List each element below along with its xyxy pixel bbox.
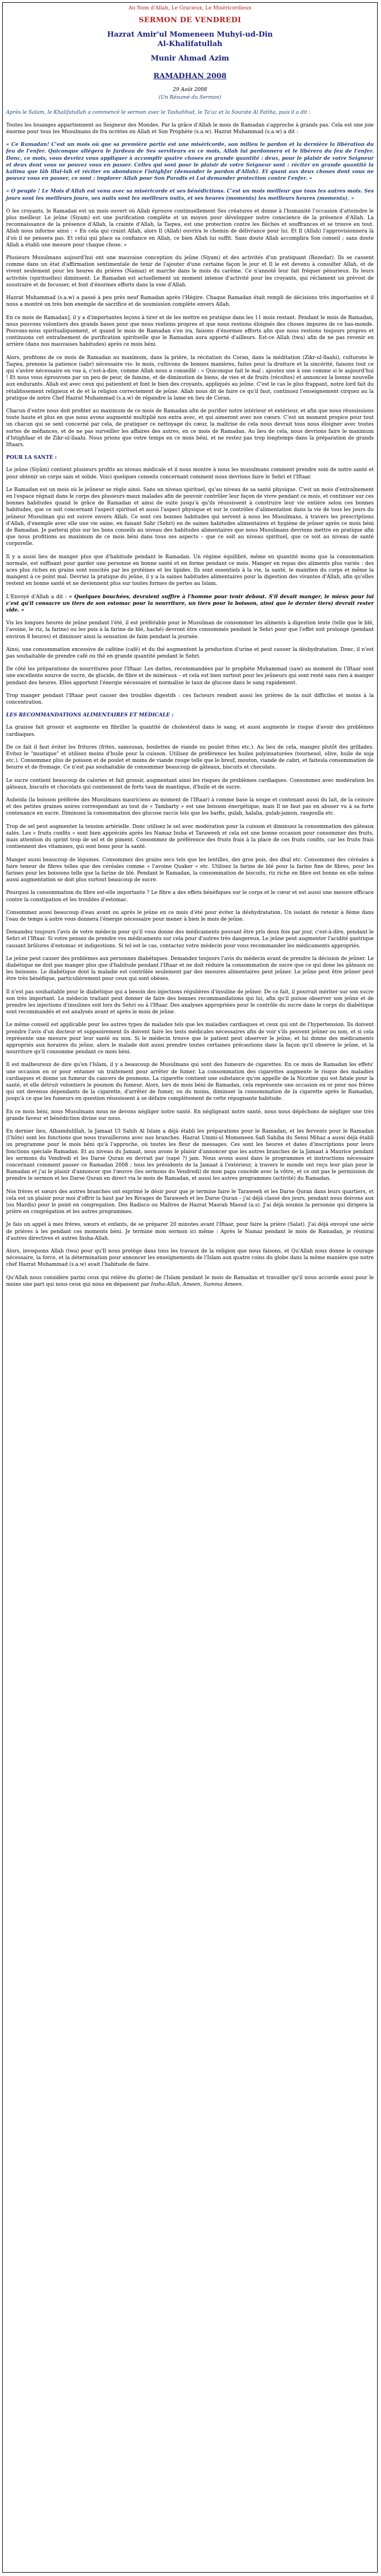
bismillah-line: Au Nom d'Allah, Le Gracieux, Le Miséricordieux	[128, 6, 252, 11]
body-paragraph: Demandez toujours l'avis de votre médecin pour qu'il vous donne des médicaments pouvant être pris deux fois par jour, c'est-à-dire, pendant le Sehri et l'Iftaar. Si votre pensez de prendre vos médicaments sur cela pour d'autres très dangereux. Le jeûne peut augmenter l'acidité gastrique causant brûlures d'estomac et indigestions. Si tel est le cas, contactez votre médecin pour vous recommander les médicaments appropriés.	[6, 930, 374, 949]
body-paragraph: Le jeûne peut causer des problèmes aux personnes diabétiques. Demandez toujours l'avis du médecin avant de prendre la décision de jeûner. Le diabétique ne doit pas manger plus que d'habitude pendant l'Iftaar et ne doit réduire la consommation de sucre que ce qui done les gâteaux ou les boissons. Le diabétique dont la maladie est contrôlée seulement par des mesures alimentaires peut jeûner. Le jeûne peut être jeûner peut être très bénéfique, particulièrement pour ceux qui sont obèses.	[6, 956, 374, 982]
body-paragraph: Trop de sel peut augmenter la tension artérielle. Donc utilisez le sel avec modération pour la cuisson et diminuez la consommation des gâteaux salés. Les « fruits confits » sont bien appréciés après les Namaz Issha et Taraweeh et cela est une bonne occasion pour consommer des fruits, mais attention du sprint trop de sel et de piment. Consommez de préférence des fruits frais à la place de ces fruits confits, car les fruits frais contiennent des vitamines, qui sont bons pour la santé.	[6, 824, 374, 850]
body-paragraph: Manger aussi beaucoup de légumes. Consommez des grains secs tels que les lentilles, des gros pois, des dhal etc. Consommez des céréales à faire teneur de fibres telles que des céréales comme « l'avoine Quaker » etc. Utilisez la farine de blé pour la farine fine de fibres, pour les farines pour les boissons telle que la farine de blé. Pendant le Ramadan, la consommation de biscuits, riz riche en fibre est bonne en elle même aussi augmentation se doit plus surtout beaucoup de sucre.	[6, 857, 374, 883]
section-heading-recommendations: LES RECOMMANDATIONS ALIMENTAIRES ET MÉDICALE :	[6, 713, 174, 719]
hadith-quote: « O peuple ! Le Mois d'Allah est venu avec sa miséricorde et ses bénédictions. C'est un mois meilleur que tous les autres mois. Ses jours sont les meilleurs jours, ses nuits sont les meilleurs nuits, et ses heures (moments) les meilleurs heures (moments). »	[6, 189, 374, 201]
body-paragraph: De ce fait il faut éviter les fritures (frites, samousas, boulettes de viande ou poulet frites etc.). Au lieu de cela, mangez plutôt des grillades. Evitez le "mustique" et utilisez moins d'huile pour la cuisson. Utilisez de préférence les huiles polyinsaturées (tournesol, olive, huile de soja etc.). Consommez plus de poisson et de poulet et moins de viande rouge telle que le breuf, mouton, viande de cabri, et faitesla consommation de beurre et de fromage. Ce n'est pas souhaitable de consommer beaucoup de gâteaux, biscuits et chocolats.	[6, 744, 374, 771]
body-paragraph: En ce mois béni, nous Musulmans nous ne devons négliger notre santé. En négligeant notre santé, nous nous dépêchons de négliger une très grande faveur et bénédiction divine sur nous.	[6, 1109, 374, 1122]
closing-text: Qu'Allah nous considère parmi ceux qui relève du glorie) de l'Islam pendant le mois de Ramadan et travailler qu'il nous accorde aussi pour le moins une part qui nous ceux qui nous en dépassent par	[6, 1275, 374, 1287]
body-paragraph: Vis les longues heures de jeûne pendant l'été, il est préférable pour le Musulman de consommer les aliments à digestion lente (telle que le blé, l'avoine, le riz, la farine) ou les pois à la farine de blé, haché) devront être consommés pendant le Sehri pour que l'effet soit prolongé (pendant environ 8 heures) et diminuer ainsi la sensation de faim pendant la journée.	[6, 620, 374, 640]
section-heading-health: POUR LA SANTÉ :	[6, 455, 57, 461]
body-paragraph: Pourquoi la consommation du fibre est-elle importante ? Le fibre a des effets bénéfiques sur le corps et le cœur et est aussi une mesure efficace contre la constipation et les troubles d'estomac.	[6, 890, 374, 903]
body-paragraph-with-quote	[6, 594, 374, 614]
quote-prefix: L'Envoyé d'Allah a dit :	[6, 594, 69, 600]
body-paragraph: Chacun d'entre nous doit profiter au maximum de ce mois de Ramadan afin de purifier notre intérieur et extérieur, et afin que nous réussissions toute haute et plus en que nous avons augmenté multiplié nos extra avec, et qui aimeront avec nos cœurs. C'est un moment propice pour tout un chacun qui se sent concerné par cela, de pratiquer ce nettoyage du cœur, la maîtrise de cela nous devrait tous nous éloigner avec toutes sortes de méfiances, et de ne pas surveiller les affaires des autres, en ce mois de Ramadan. Au lieu de cela, nous devrions faire le maximum d'Istighfaar et de Zikr-ul-llaahi. Nous prions que votre temps en ce mois béni, et ne restez pas trop longtemps dans la préparation de grands Iftaars.	[6, 408, 374, 448]
hadith-quote: « Ce Ramadan! C'est un mois où que sa première partie est une miséricorde, son milieu le pardon et la dernière la libération du feu de l'enfer. Quiconque allégera le fardeau de Ses serviteurs en ce mois, Allah lui pardonnera et le libérera du feu de l'enfer. Donc, ce mois, vous devriez vous appliquer à accomplir quatre choses en grande quantité : deux, pour le plaisir de votre Seigneur et deux dont vous ne pouvez vous en passer. Celles qui sont pour le plaisir de votre Seigneur sont : réciter en grande quantité la kalima que lâh illal-lah et réciter en abondance l'istighfar (demander le pardon d'Allah). Et quant aux deux choses dont vous ne pouvez vous en passer, ce sont : implorer Allah pour Son Paradis et Lui demander protection contre l'enfer. »	[6, 142, 374, 182]
body-paragraph: Consommez aussi beaucoup d'eau avant ou après le jeûne en ce mois d'été pour éviter la déshydratation. Un isolant de retenir à 8ème dans l'eau de temps à autre vous donnera l'énergie nécessaire pour mener à bien le mois de jeûne.	[6, 910, 374, 922]
prophet-quote: « Quelques bouchées, devraient suffire à l'homme pour tenir debout. S'il devait manger, le mieux pour lui c'est qu'il consacre un tiers de son estomac pour la nourriture, un tiers pour la boisson, ainsi que le dernier tiers) devrait rester vide. »	[6, 594, 374, 614]
intro-paragraph: Après le Salam, le Khalifatullah a commencé le sermon avec le Tashahhud, le Ta'uz et la Sourate Al Fatiha, puis il a dit :	[6, 109, 311, 115]
closing-invocation: Insha-Allah, Ameen, Summa Ameen.	[151, 1281, 243, 1287]
body-paragraph: En ce mois de Ramadan], il y a d'importantes leçons à tirer et de les mettre en pratique dans les 11 mois restant. Pendant le mois de Ramadan, nous pouvons volontiers des grands bases pour que nous restions propres et que nous restions éloignés des choses impures de ce bas-monde. Pouvons-nous spiritualiquement, et quand le mois de Ramadan s'en ira, faisons d'énormes efforts afin que nous restions toujours propres et continuons cet entraînement de purification spirituelle que le Ramadan aura apporté d'ailleurs. Est-ce Allah (twa) afin de ne pas revenir en arrière (dans nos mauvaises habitudes) après ce mois béni.	[6, 315, 374, 348]
body-paragraph: Alors, profitons de ce mois de Ramadan au maximum, dans la prière, la récitation du Coran, dans la méditation (Zikr-ul-llaahi), culturons le Taqwa, prenons la patience (sabr) nécessaire vis- le mois, cultivons de bonnes manières, faites pour la droiture et la sincérité, faisons tout ce qui s'avère nécessaire en vue à, c'est-à-dire, comme Allah nous a conseillé : « Quiconque fait le mal ; ajoutez une à une comme si le aujourd'hui ! Et nous vous éprouvons par un peu de peur, de famine, et de diminution de biens, de vies et de fruits (récoltes) et annoncez la bonne nouvelle aux endurants. Allah est avec ceux qui patientent et font le bien des croyants, appliqués au jeûne. C'est le cas le plus frappant, notre lord fait du rétablissement religieux et de et la religion correctement de jeûne. Allah nous dit de faire ce qu'il faut, continuez l'enseignement cirquez au la pratique de notre Chef Hazrat Muhammad (s.a.w) de répandre la lame en lieu de Coran.	[6, 355, 374, 401]
body-paragraph: En dernier lieu, Alhamdulillah, la Jamaat Ul Sahih Al Islam a déjà établi les préparations pour le Ramadan, et les fervents pour le Ramadan (l'hôte) sont les fonctions que nous travaillerons avec nos branches. Hazrat Ummi-ul Momeneen Safi Sahiba du Sensi Mihaz a aussi déjà établi un programme pour le mois béni qu'à l'approche, où toutes les fleur de messages. Ces sont les heures et dates d'inscriptions pour leurs fonctions spéciale Ramadan. Et au niveau du Jamaat, nous avons le plaisir d'annoncer que les autres branches de la Jamaat à Maurice pendant les sermons du Vendredi et les Darse Quran en devrait par (sapé ?) jam. Nous avons aussi dans le programmes et instructions nécessaire concernant comment passer ce Ramadan 2008 ; tous les présidents de la Jamaat à l'extérieur, à travers le monde ont reçu leur plan pour le Ramadan et j'ai le plaisir d'annoncer que l'œuvre (les sermons du Vendredi) de mon papa concède avec la vôtre, et ce ont pas le permission de prendre le sermon et les Darse Quran en direct via le mois de Ramadan, et aussi les autres programmes (activité) du Ramadan.	[6, 1129, 374, 1182]
document-header	[6, 5, 374, 102]
body-paragraph: Alors, invoquons Allah (twa) pour qu'Il nous protège dans tous les travaux de la religion que nous faisons, et Qu'Allah nous donne le courage nécessaire, la force, et la détermination pour annoncer les enseignements de l'Islam aux quatre coins du globe dans la même manière que notre chef Hazrat Muhammad (s.a.w) avait l'habitude de faire.	[6, 1249, 374, 1268]
body-paragraph: Aubeida (la boisson préférée des Musulmans mauriciens au moment de l'Iftaar) à comme base la soupe et contenant aussi du lait, de la ceinure et des petites graines noires correspondant au tout de « Tambarty » est une boisson énergétique, mais Il ne faut pas en abuser vu à sa forte contenance en sucre. Diminuez la consommation des glucose raccis tels que les barfis, gulab, halalia, gulab-jamun, rasgoulla etc.	[6, 797, 374, 817]
summary-note: (Un Résumé du Sermon)	[158, 95, 222, 101]
body-paragraph: Ainsi, une consommation excessive de caféine (café) et du thé augmentent la production d'urine et peut causer la déshydratation. Donc, il n'est pas souhaitable de prendre café ou thé en grande quantité pendant le Sehri.	[6, 646, 374, 660]
body-paragraph: La graisse fait grossir et augmente en fibriller la quantité de cholestérol dans le sang, et aussi augmente le risque d'avoir des problèmes cardiaques.	[6, 725, 374, 738]
sermon-date: 29 Août 2008	[173, 87, 207, 93]
author-name: Munir Ahmad Azim	[151, 54, 229, 63]
author-title: Hazrat Amir'ul Momeneen Muhyi-ud-Din	[107, 31, 273, 39]
page-title: SERMON DE VENDREDI	[138, 16, 242, 25]
sermon-document	[2, 2, 378, 2573]
body-paragraph: Trop manger pendant l'Iftaar peut causer des troubles digestifs : ces facteurs rendent aussi les prières de la nuit difficiles et moins à la concentration.	[6, 693, 374, 706]
body-paragraph: Le même conseil est applicable pour les autres types de malades tels que les maladies cardiaques et ceux qui ont de l'hypertension. Ils doivent prendre l'avis d'un docteur et suppsoirement ils doivent faire les tests médicales nécessaires afin de voir s'ils peuvent jeûner ou non, et si cela représente une mesure pour leur santé ou non. Si le médecin trouve que le patient peut observer le jeûne, et lui donne des médicaments appropriés aux horaires du jeûne, alors le malade doit aussi prendre toutes certaines précautions dans la façon qu'il observe le jeûne, et la nourriture qu'il consomme pendant ce mois béni.	[6, 1022, 374, 1055]
body-paragraph: Nos frères et sœurs des autres branches ont exprimé le désir pour que je termine faire le Taraweeh et les Darse Quran dans leurs quartiers, et cela est un plaisir pour moi d'offrir la haut par les Rivages de Taraweeh et les Darse Quran – j'ai déjà classé des jours, pendant nous doivons aux (ou Mardis) pour le point en congregation. Des Radisco ou Maîtres de Hazrat Masrah Masud (a.s). J'ai déjà soumis la personne qui dirigera la prière en congrégation et les autres programmes.	[6, 1189, 374, 1215]
body-paragraph: Le Ramadan est un mois où le jeûneur se règle ainsi. Sans un niveau spirituel, qu'au niveau de sa santé physique. C'est un mois d'entraînement en l'espace régnait dans le corps des plusieurs maux malades afin de pouvoir contrôler leur façon de vivre pendant ce mois, et continuer sur ces bonnes habitudes quand le grâce de Ramadan et ainsi de suite jusqu'à qu'ils réussissent à construire leur vie entière selon ces bonnes habitudes, que ce soit concernant l'aspect spirituel et aussi l'aspect physique et sur le contrôles d'alimentation dans la vie de tous les jours du jeûneur Musulman qui est suivre envers Allah. Ce sont ces bonnes habitudes qui servent à nous les Musulmans, à travers les prescriptions d'Allah, d'exemple avec elle une vie saine, en faisant Sahr (Sehri) en de saines habitudes alimentaires et hygiène de jeûner après ce mois béni de Ramadan. Je parlerai plus sur les bons conseils au niveau des habitudes alimentaires que nous Musulmans devrions mettre en pratique afin que nous profitions au maximum de ce mois béni dans tous ses aspects – que ce soit au niveau spirituel, que ce soit au niveau de santé corporelle.	[6, 487, 374, 547]
body-paragraph: Il est malheureux de dire qu'en l'Islam, il y a beaucoup de Musulmans qui sont des fumeurs de cigarettes. En ce mois de Ramadan les effets' une occasion en or pour entamer un traitement pour arrêter de fumer. La consommation des cigarettes augmente le risque des maladies cardiaques et donne un fumeur du cancers de poumons. La cigarette contient une substance qu'on appelle de la Nicotine qui est fatale pour la santé, et elle détruit volontiers le poumon du fumeur. Alors, lors de mois béni de Ramadan, cela représente une occasion en or pour nos frères qui ont devenus dépendants de la cigarette, d'arrêter de fumer, ou du moins, diminuer la consommation de la cigarette après le Ramadan, jusqu'à ce que les fumeurs en question réussissent à se défaire complètement de cette répugnante habitude.	[6, 1062, 374, 1102]
body-paragraph: Le jeûne (Siyâm) contient plusieurs profits au niveau médicale et il nous montre à nous les musulmans comment prendre soin de notre santé et pour obtenir un corps sain et solide. Voici quelques conseils concernant comment nous devrions faire le Sehri et l'Iftaar.	[6, 467, 374, 480]
body-paragraph: Je fais un appel à mes frères, sœurs et enfants, de se préparer 20 minutes avant l'Iftaar, pour faire la prière (Salat). J'ai déjà envoyé une série de prières à les pendant ces moments béni. Je termine mon sermon ici même : Après le Namaz pendant le mois de Ramadan, je réunirai d'autres directives et autres Insha-Allah.	[6, 1222, 374, 1241]
body-paragraph: O les croyants, le Ramadan est un mois ouvert où Allah éprouve continuellement Ses créatures et donne à l'humanité l'occasion d'atteindre le plus meilleur. Le jeûne (Siyam) est une purification complète et un moyen pour développer notre conscience de la présence d'Allah. La reconnaissance de la présence d'Allah, la crainte d'Allah, la Taqwa, est une protection contre les flèches et souffrances et se trouve en tout. Allah nous informe ainsi : « En cela qui craint Allah, alors Il (Allah) ouvrira le chemin de délivrance pour lui. Et Il (Allah) l'approvisionnera là d'où il ne pensera pas. Et celui qui place sa confiance en Allah, ce bien Allah lui suffit. Sans doute Allah accomplira Son conseil ; sans doute Allah a établi une mesure pour chaque chose. »	[6, 208, 374, 248]
month-heading: RAMADHAN 2008	[153, 72, 227, 81]
body-paragraph: Il n'est pas souhaitable pour le diabétique qui a besoin des injections régulières d'insuline de jeûner. De ce fait, il pourrait mériter sur son sucre son très important. Le médecin traitant peut donner de faire des bonnes recommandations qui lui, afin qu'il puisse observer son jeûne et de prendre les injections d'insulines soit lors du Sehri ou à l'Iftaar. Des analyses appropriées pour le contrôle du sucre dans le corps du diabétique sont recommandés et est analysés avant et après le mois de jeûne.	[6, 989, 374, 1016]
body-paragraph: Plusieurs Musulmans aujourd'hui ont une mauvaise conception du jeûne (Siyam) et des activités d'un pratiquant (Rozedar). Ils se cassent comme dans un état d'affirmation sentimentale de tenir de l'ajouter d'une certaine façon le jour et Il le est devenu à consulter Allah, et de vivent seulement pour les heures du prières (Namaz) et marche dans le mois du carême. Ce n'annoté leur fait fréquer pénurieux. Ils leurs activités (spirituelles) diminuent. Le Ramadan est actuellement un moment intense d'activité pour les croyants, qui réclament un prévost de soustraire et de focusser, et font d'énormes efforts dans la voie d'Allah.	[6, 255, 374, 288]
body-paragraph: Toutes les louanges appartiennent au Seigneur des Mondes. Par la grâce d'Allah le mois de Ramadan s'approche à grands pas. Cela est une joie énorme pour tous les Musulmans de fra ncrètes en Allah et Son Prophète (s.a.w). Hazrat Muhammad (s.a.w) a dit :	[6, 122, 374, 135]
body-paragraph: Le sucre contient beaucoup de calories et fait grossir, augmentant ainsi les risques de problèmes cardiaques. Consommez avec modération les gâteaux, biscuits et chocolats qui contiennent de forts taux de mantique, d'huile et de sucre.	[6, 777, 374, 790]
closing-paragraph	[6, 1275, 374, 1288]
body-paragraph: Il y a aussi lieu de manger plus que d'habitude pendant le Ramadan. Un régime équilibré, même en quantité moins que la consommation normale, est suffisant pour garder une personne en bonne santé et en forme pendant ce mois. Manger en repas des aliments plus variés : des aces plus riches en grains sont suscités par les protéines et les lipides. Ils sont essentiels à la vie, la santé, le maintien du corps et même la mangent à ce point mal. Devriez la pratique du jeûne, il y a la saines habitudes alimentaires pour la digestion des vivantes d'Allah, afin qu'elles restent en bonne santé et ne deviennent plus sur toutes formes de pertes au Islam.	[6, 554, 374, 587]
body-paragraph: Hazrat Muhammad (s.a.w) a passé à peu près neuf Ramadan après l'Hégire. Chaque Ramadan était rempli de décisions très importantes et il nous a montré un très bon exemple de sacrifice et de soumission complète envers Allah.	[6, 295, 374, 308]
body-paragraph: De côté les préparations de nourritures pour l'Iftaar. Les dattes, recommandées par le prophète Muhammad (saw) au moment de l'Iftaar sont une excellente source de sucre, de glucide, de fibre et de minéraux – et cela est bien surtout pour les jeûneurs qui sont resté sans rien à manger pendant des heures. Elles apportent l'énergie nécessaire et normalise le taux de glucose dans le sang rapidement.	[6, 666, 374, 686]
author-subtitle: Al-Khalifatullah	[157, 39, 223, 48]
